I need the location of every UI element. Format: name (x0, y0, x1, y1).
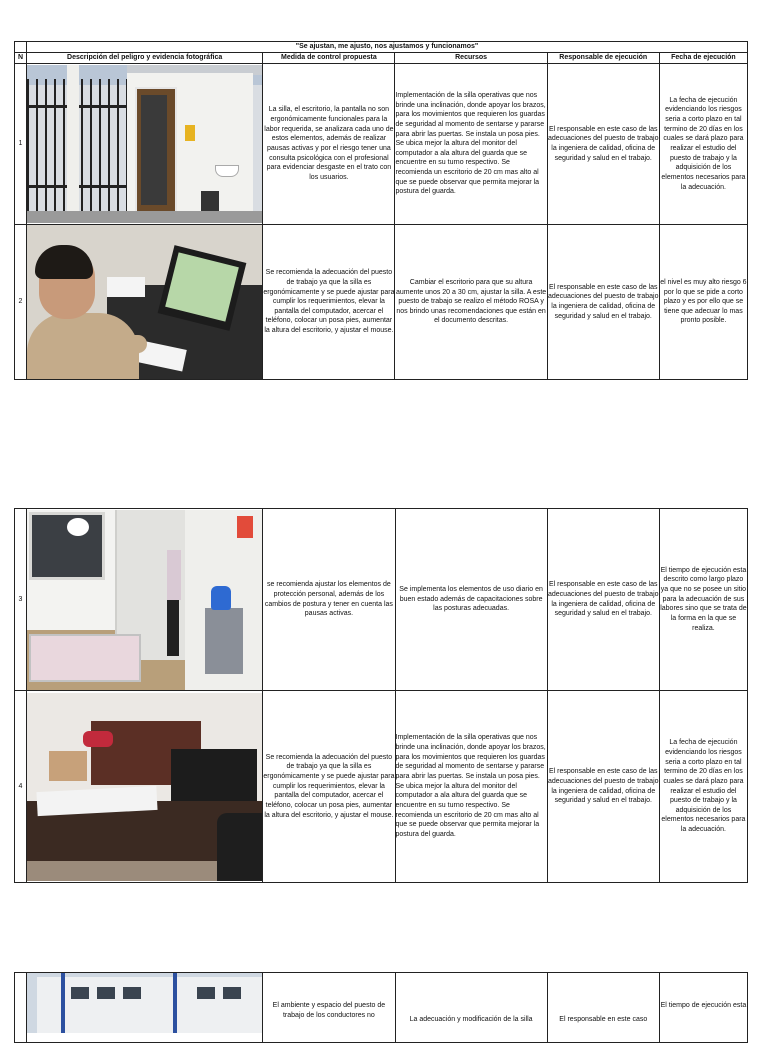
medida-cell: Se recomienda la adecuación del puesto de trabajo ya que la silla es ergonómicamente y se puede ajustar para cumplir los requerimientos, elevar la pantalla del computador, acercar el teléfono, colocar un posa pies, aumentar la altura del escritorio, y ajustar el mouse. (263, 225, 395, 380)
fecha-cell: el nivel es muy alto riesgo 6 por lo que se pide a corto plazo y es por ello que se tiene que adecuar lo mas pronto posible. (659, 225, 747, 380)
corner-cell (15, 42, 27, 53)
responsable-cell: El responsable en este caso de las adecuaciones del puesto de trabajo la ingeniera de calidad, oficina de seguridad y salud en el trabajo. (547, 509, 659, 691)
table-row (15, 691, 748, 883)
photo-building-exterior (27, 973, 263, 1043)
table-row (15, 64, 748, 225)
header-n: N (15, 53, 27, 64)
table-row (15, 509, 748, 691)
risk-table-page-3 (14, 972, 748, 1043)
header-medida: Medida de control propuesta (263, 53, 395, 64)
medida-cell: El ambiente y espacio del puesto de trabajo de los conductores no (263, 973, 395, 1043)
responsable-cell: El responsable en este caso de las adecuaciones del puesto de trabajo la ingeniera de calidad, oficina de seguridad y salud en el trabajo. (547, 225, 659, 380)
header-descripcion: Descripción del peligro y evidencia fotográfica (27, 53, 263, 64)
recursos-cell: Se implementa los elementos de uso diario en buen estado además de capacitaciones sobre las posturas adecuadas. (395, 509, 547, 691)
responsable-cell: El responsable en este caso de las adecuaciones del puesto de trabajo la ingeniera de calidad, oficina de seguridad y salud en el trabajo. (547, 691, 659, 883)
recursos-cell: Implementación de la silla operativas que nos brinde una inclinación, donde apoyar los brazos, para los movimientos que requieren los guardas de seguridad al momento de sentarse y pararse para abrir las puertas. Se instala un posa pies. Se ubica mejor la altura del monitor del computador a ala altura del guarda que se encuentre en su turno respectivo. Se recomienda un escritorio de 20 cm mas alto al que se puede observar que permita mejorar la postura del guarda. (395, 691, 547, 883)
medida-cell: Se recomienda la adecuación del puesto de trabajo ya que la silla es ergonómicamente y se puede ajustar para cumplir los requerimientos, elevar la pantalla del computador, acercar el teléfono, colocar un posa pies, aumentar la altura del escritorio, y ajustar el mouse. (263, 691, 395, 883)
row-number: 4 (15, 691, 27, 883)
row-number (15, 973, 27, 1043)
risk-table-page-1 (14, 41, 748, 380)
fecha-cell: El tiempo de ejecución esta (659, 973, 747, 1043)
header-recursos: Recursos (395, 53, 547, 64)
photo-cleaning-room (27, 509, 263, 691)
row-number: 3 (15, 509, 27, 691)
table-title: "Se ajustan, me ajusto, nos ajustamos y funcionamos" (27, 42, 748, 53)
fecha-cell: La fecha de ejecución evidenciando los riesgos seria a corto plazo en tal termino de 20 días en los cuales se dará plazo para realizar el estudio del puesto de trabajo y la adquisición de los elementos necesarios para la adecuación. (659, 691, 747, 883)
responsable-cell: El responsable en este caso de las adecuaciones del puesto de trabajo la ingeniera de calidad, oficina de seguridad y salud en el trabajo. (547, 64, 659, 225)
risk-table-page-2 (14, 508, 748, 883)
header-fecha: Fecha de ejecución (659, 53, 747, 64)
recursos-cell: Implementación de la silla operativas que nos brinde una inclinación, donde apoyar los brazos, para los movimientos que requieren los guardas de seguridad al momento de sentarse y pararse para abrir las puertas. Se instala un posa pies. Se ubica mejor la altura del monitor del computador a ala altura del guarda que se encuentre en su turno respectivo. Se recomienda un escritorio de 20 cm mas alto al que se puede observar que permita mejorar la postura del guarda. (395, 64, 547, 225)
header-responsable: Responsable de ejecución (547, 53, 659, 64)
row-number: 2 (15, 225, 27, 380)
table-row (15, 973, 748, 1043)
recursos-cell: La adecuación y modificación de la silla (395, 973, 547, 1043)
photo-guard-booth (27, 64, 263, 225)
medida-cell: La silla, el escritorio, la pantalla no son ergonómicamente funcionales para la labor requerida, se analizara cada uno de estos elementos, además de realizar pausas activas y por el riesgo tener una consulta psicológica con el profesional para evidenciar desgaste en el trato con los usuarios. (263, 64, 395, 225)
fecha-cell: El tiempo de ejecución esta descrito como largo plazo ya que no se posee un sitio para la adecuación de sus labores sino que se trata de la forma en la que se realiza. (659, 509, 747, 691)
table-row (15, 225, 748, 380)
photo-worker-at-computer (27, 225, 263, 380)
medida-cell: se recomienda ajustar los elementos de protección personal, además de los cambios de postura y tener en cuenta las pausas activas. (263, 509, 395, 691)
row-number: 1 (15, 64, 27, 225)
responsable-cell: El responsable en este caso (547, 973, 659, 1043)
recursos-cell: Cambiar el escritorio para que su altura aumente unos 20 a 30 cm, ajustar la silla. A este puesto de trabajo se realizo el método ROSA y nos brindo unas recomendaciones que están en el documento descritas. (395, 225, 547, 380)
fecha-cell: La fecha de ejecución evidenciando los riesgos seria a corto plazo en tal termino de 20 días en los cuales se dará plazo para realizar el estudio del puesto de trabajo y la adquisición de los elementos necesarios para la adecuación. (659, 64, 747, 225)
photo-office-desk (27, 691, 263, 883)
